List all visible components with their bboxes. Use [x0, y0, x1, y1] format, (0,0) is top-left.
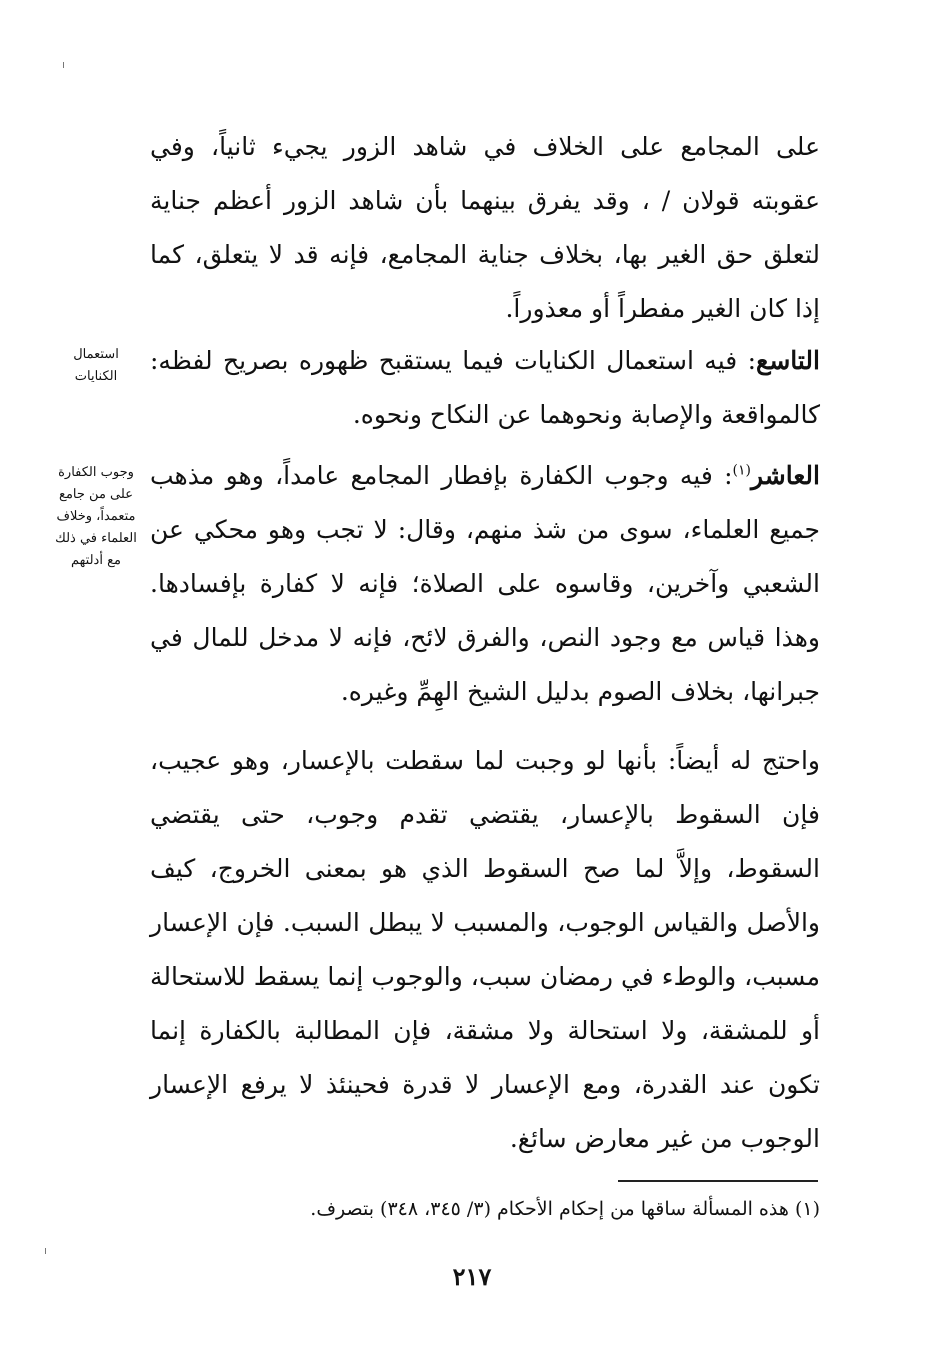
footnote-reference[interactable]: (١) [732, 462, 752, 479]
paragraph-heading: العاشر [751, 461, 820, 490]
paragraph-heading: التاسع [756, 346, 820, 375]
margin-note-kinayat: استعمال الكنايات [73, 347, 119, 384]
paragraph-ninth [150, 334, 820, 442]
page-number: ٢١٧ [452, 1262, 492, 1291]
footnote-marker: (١) [794, 1198, 820, 1220]
footnote [150, 1192, 820, 1226]
scan-speck [63, 62, 64, 68]
paragraph-text: على المجامع على الخلاف في شاهد الزور يجيء ثانياً، وفي عقوبته قولان / ، وقد يفرق بينهما بأن شاهد الزور أعظم جناية لتعلق حق الغير بها، بخلاف جناية المجامع، فإنه قد لا يتعلق، كما إذا كان الغير مفطراً أو معذوراً. [150, 132, 820, 323]
footnote-separator [618, 1180, 818, 1182]
paragraph-text: : فيه استعمال الكنايات فيما يستقبح ظهوره بصريح لفظه: كالمواقعة والإصابة ونحوهما عن النكاح ونحوه. [150, 346, 820, 429]
paragraph-continuation [150, 120, 820, 336]
margin-note-kaffara: وجوب الكفارة على من جامع متعمداً، وخلاف العلماء في ذلك مع أدلتهم [55, 465, 137, 568]
paragraph-text: : فيه وجوب الكفارة بإفطار المجامع عامداً، وهو مذهب جميع العلماء، سوى من شذ منهم، وقال: لا تجب وهو محكي عن الشعبي وآخرين، وقاسوه على الصلاة؛ فإنه لا كفارة بإفسادها. وهذا قياس مع وجود النص، والفرق لائح، فإنه لا مدخل للمال في جبرانها، بخلاف الصوم بدليل الشيخ الهِمِّ وغيره. [150, 461, 820, 706]
paragraph-argument [150, 734, 820, 1166]
scan-speck [45, 1248, 46, 1254]
paragraph-tenth [150, 449, 820, 719]
paragraph-text: واحتج له أيضاً: بأنها لو وجبت لما سقطت بالإعسار، وهو عجيب، فإن السقوط بالإعسار، يقتضي تقدم وجوب، حتى يقتضي السقوط، وإلاَّ لما صح السقوط الذي هو بمعنى الخروج، كيف والأصل والقياس الوجوب، والمسبب لا يبطل السبب. فإن الإعسار مسبب، والوطء في رمضان سبب، والوجوب إنما يسقط للاستحالة أو للمشقة، ولا استحالة ولا مشقة، فإن المطالبة بالكفارة إنما تكون عند القدرة، ومع الإعسار لا قدرة فحينئذ لا يرفع الإعسار الوجوب من غير معارض سائغ. [150, 746, 820, 1153]
footnote-text: هذه المسألة ساقها من إحكام الأحكام (٣/ ٣٤٥، ٣٤٨) بتصرف. [310, 1198, 789, 1220]
